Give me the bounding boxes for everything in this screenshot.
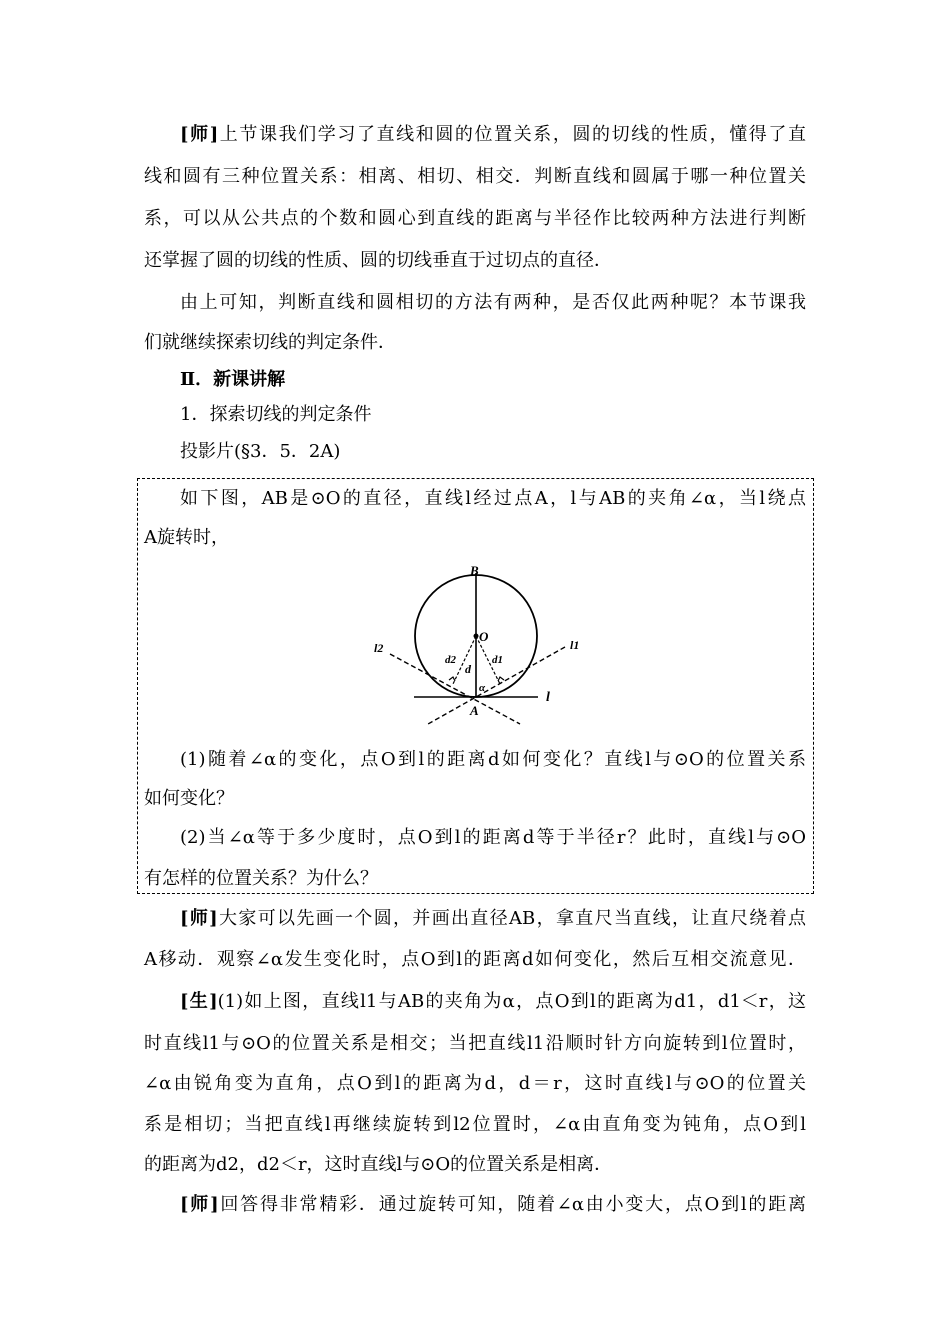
para-4-line-1: [生](1)如上图，直线l1与AB的夹角为α，点O到l的距离为d1，d1＜r，这 <box>180 991 806 1012</box>
para-3-line-2: A移动．观察∠α发生变化时，点O到l的距离d如何变化，然后互相交流意见． <box>144 949 806 970</box>
para-4-line-5: 的距离为d2，d2＜r，这时直线l与⊙O的位置关系是相离． <box>144 1154 613 1175</box>
label-l1: l1 <box>570 638 580 652</box>
question-2-line-1: (2)当∠α等于多少度时，点O到l的距离d等于半径r？此时，直线l与⊙O <box>180 827 806 848</box>
box-intro-line-2: A旋转时， <box>144 527 229 548</box>
box-intro-line-1: 如下图，AB是⊙O的直径，直线l经过点A，l与AB的夹角∠α，当l绕点 <box>180 488 806 509</box>
right-angle-mark-1 <box>498 677 504 681</box>
teacher-tag: [师] <box>180 908 218 929</box>
label-d2: d2 <box>445 654 456 666</box>
question-1-line-1: (1)随着∠α的变化，点O到l的距离d如何变化？直线l与⊙O的位置关系 <box>180 749 806 770</box>
label-l2: l2 <box>374 641 384 655</box>
label-a: A <box>470 703 479 718</box>
para-4-line-2: 时直线l1与⊙O的位置关系是相交；当把直线l1沿顺时针方向旋转到l位置时， <box>144 1033 806 1054</box>
para-2-line-2: 们就继续探索切线的判定条件． <box>144 332 396 353</box>
para-2-line-1: 由上可知，判断直线和圆相切的方法有两种，是否仅此两种呢？本节课我 <box>180 292 806 313</box>
para-1-line-1: [师]上节课我们学习了直线和圆的位置关系，圆的切线的性质，懂得了直 <box>180 124 806 145</box>
para-1-line-4: 还掌握了圆的切线的性质、圆的切线垂直于过切点的直径． <box>144 250 612 271</box>
para-1-line-2: 线和圆有三种位置关系：相离、相切、相交．判断直线和圆属于哪一种位置关 <box>144 166 806 187</box>
label-alpha: α <box>479 682 486 694</box>
para-4-line-3: ∠α由锐角变为直角，点O到l的距离为d，d＝r，这时直线l与⊙O的位置关 <box>144 1073 806 1094</box>
para-5-line-1: [师]回答得非常精彩．通过旋转可知，随着∠α由小变大，点O到l的距离 <box>180 1194 806 1215</box>
para-3-line-1: [师]大家可以先画一个圆，并画出直径AB，拿直尺当直线，让直尺绕着点 <box>180 908 806 929</box>
segment-d2 <box>453 636 476 684</box>
right-angle-mark-2 <box>449 677 455 681</box>
label-b: B <box>470 563 479 578</box>
projection-label: 投影片(§3．5．2A) <box>180 441 341 462</box>
subsection-heading: 1．探索切线的判定条件 <box>180 404 372 425</box>
point-o <box>474 634 479 639</box>
teacher-tag: [师] <box>180 124 219 145</box>
teacher-tag: [师] <box>180 1194 219 1215</box>
student-tag: [生] <box>180 991 218 1012</box>
para-4-line-4: 系是相切；当把直线l再继续旋转到l2位置时，∠α由直角变为钝角，点O到l <box>144 1114 806 1135</box>
label-d1: d1 <box>492 654 503 666</box>
label-d: d <box>465 662 471 676</box>
circle-tangent-figure <box>360 560 590 730</box>
label-l: l <box>546 690 550 705</box>
para-1-line-3: 系，可以从公共点的个数和圆心到直线的距离与半径作比较两种方法进行判断 <box>144 208 806 229</box>
section-heading: Ⅱ．新课讲解 <box>180 369 286 390</box>
question-1-line-2: 如何变化？ <box>144 788 234 809</box>
label-o: O <box>479 629 489 644</box>
question-2-line-2: 有怎样的位置关系？为什么？ <box>144 868 378 889</box>
